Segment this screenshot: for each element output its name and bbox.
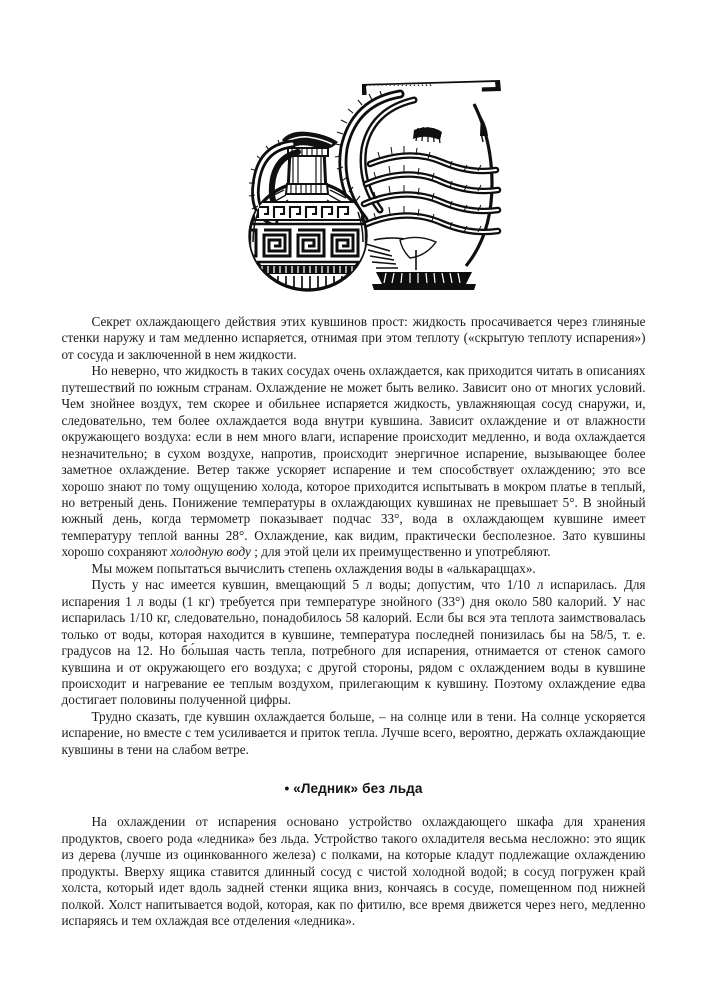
paragraph-6 bbox=[62, 814, 646, 929]
paragraph-5-text: Трудно сказать, где кувшин охлаждается больше, – на солнце или в тени. На солнце ускоряется испарение, но вместе с тем усиливается и приток тепла. Лучше всего, вероятно, держать охлаждающие кувшины в тени на слабом ветре. bbox=[61, 708, 646, 757]
paragraph-4-text: Пусть у нас имеется кувшин, вмещающий 5 л воды; допустим, что 1/10 л испарилась. Для испарения 1 л воды (1 кг) требуется при температуре знойного (33°) дня около 580 калорий. У нас испарилась 1/10 кг, следовательно, понадобилось 58 калорий. Если бы вся эта теплота заимствовалась только от воды, которая находится в кувшине, температура последней понизилась бы на 58/5, т. е. градусов на 12. Но бо́льшая часть тепла, потребного для испарения, отнимается от стенок самого кувшина и от окружающего его воздуха; с другой стороны, рядом с охлаждением воды в кувшине происходит и нагревание ее теплым воздухом, прилегающим к кувшину. Поэтому охлаждение едва достигает половины полученной цифры. bbox=[61, 577, 646, 708]
illustration-block bbox=[0, 0, 707, 296]
paragraph-4 bbox=[62, 577, 646, 709]
paragraph-2 bbox=[62, 363, 646, 560]
paragraph-1-text: Секрет охлаждающего действия этих кувшинов прост: жидкость просачивается через глиняные стенки наружу и там медленно испаряется, отнимая при этом теплоту («скрытую теплоту испарения») от сосуда и заключенной в нем жидкости. bbox=[61, 314, 646, 362]
greek-pitchers-woodcut-figure bbox=[204, 44, 504, 296]
section-heading-icebox-without-ice: • «Ледник» без льда bbox=[284, 781, 423, 797]
small-pitcher-illustration bbox=[249, 132, 366, 296]
paragraph-2-text-part-1: Но неверно, что жидкость в таких сосудах очень охлаждается, как приходится читать в описаниях путешествий по южным странам. Охлаждение не может быть велико. Зависит оно от многих условий. Чем знойнее воздух, тем скорее и обильнее испаряется жидкость, увлажняющая сосуд снаружи, и, следовательно, тем более охлаждается вода внутри кувшина. Зависит охлаждение и от влажности окружающего воздуха: если в нем много влаги, испарение происходит медленно, и вода охлаждается незначительно; в сухом воздухе, напротив, происходит энергичное испарение, вызывающее более заметное охлаждение. Ветер также ускоряет испарение и тем способствует охлаждению; это все хорошо знают по тому ощущению холода, которое приходится испытывать в мокром платье в теплый, но ветреный день. Понижение температуры в охлаждающих кувшинах не превышает 5°. В знойный южный день, когда термометр показывает подчас 33°, вода в охлаждающем кувшине имеет температуру теплой ванны 28°. Охлаждение, как видим, практически бесполезное. Зато кувшины хорошо сохраняют bbox=[61, 363, 646, 560]
paragraph-3-text: Мы можем попытаться вычислить степень охлаждения воды в «алькарацщах». bbox=[91, 560, 536, 576]
paragraph-2-text-part-2: ; для этой цели их преимущественно и употребляют. bbox=[250, 544, 551, 560]
paragraph-5 bbox=[62, 709, 646, 758]
paragraph-1 bbox=[62, 314, 646, 363]
emphasis-cold-water: холодную воду bbox=[170, 544, 251, 560]
paragraph-3 bbox=[62, 561, 646, 577]
paragraph-6-text: На охлаждении от испарения основано устройство охлаждающего шкафа для хранения продуктов, своего рода «ледника» без льда. Устройство такого охладителя весьма несложно: это ящик из дерева (лучше из оцинкованного железа) с полками, на которые кладут подлежащие охлаждению продукты. Вверху ящика ставится длинный сосуд с чистой холодной водой; в сосуд погружен край холста, который идет вдоль задней стенки ящика вниз, кончаясь в сосуде, помещенном под нижней полкой. Холст напитывается водой, которая, как по фитилю, все время движется через него, медленно испаряясь и тем охлаждая все отделения «ледника». bbox=[61, 814, 646, 928]
article-body bbox=[62, 296, 646, 929]
